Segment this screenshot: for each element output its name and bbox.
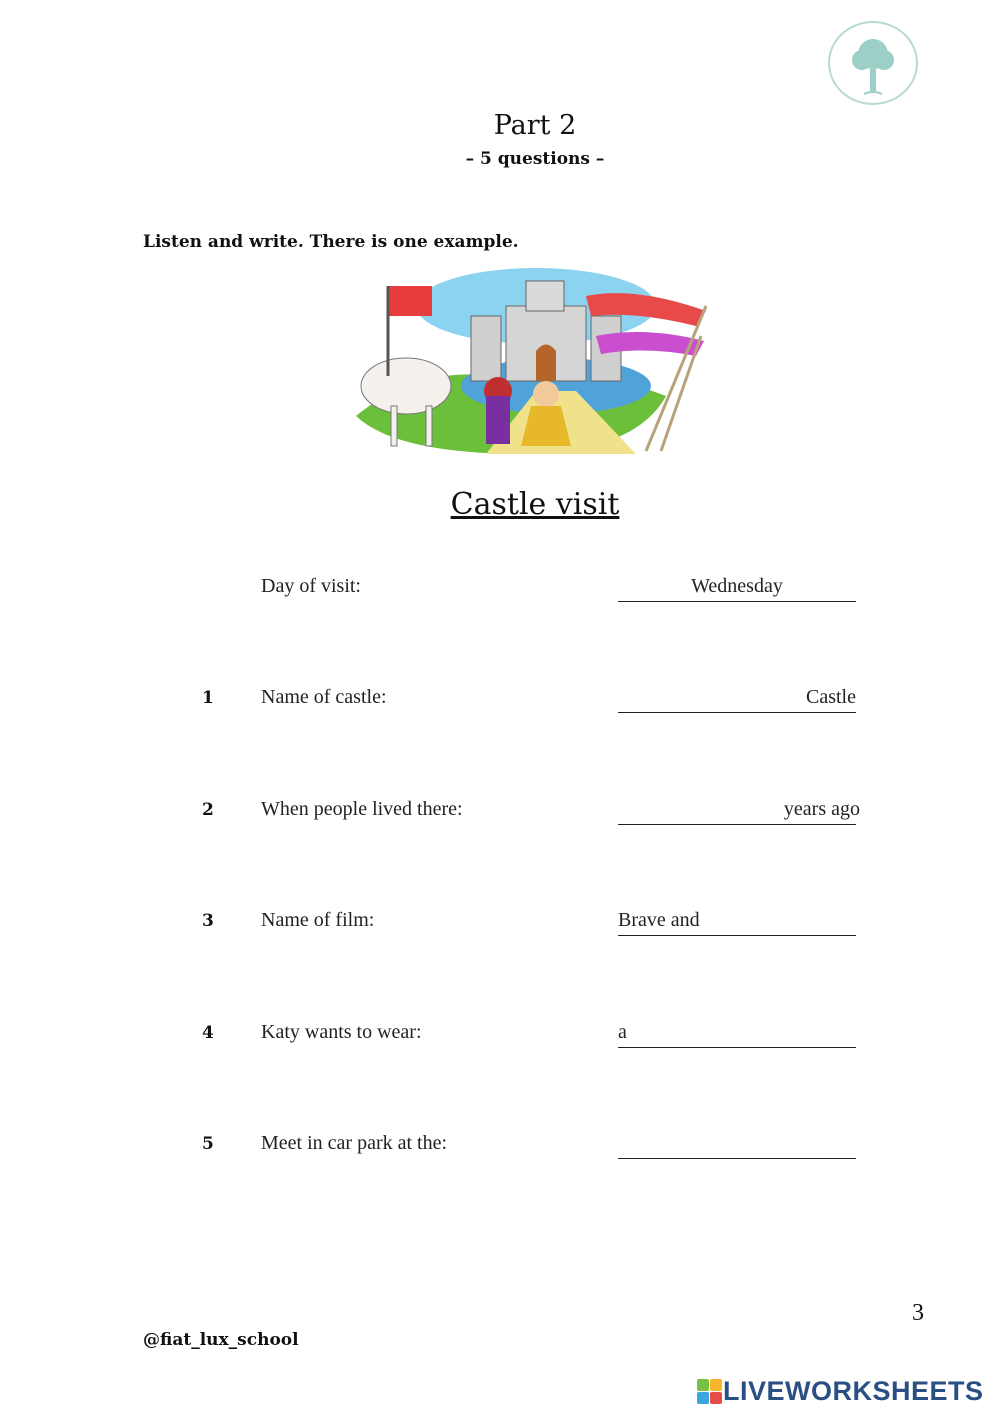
brand-name: LIVEWORKSHEETS [723, 1376, 984, 1406]
page-number: 3 [912, 1300, 924, 1326]
question-number: 4 [202, 1023, 214, 1043]
question-label: Name of castle: [261, 686, 387, 708]
answer-line[interactable] [618, 824, 856, 825]
example-answer: Wednesday [691, 575, 783, 597]
answer-line[interactable] [618, 935, 856, 936]
question-row [0, 1124, 1000, 1164]
part-title: Part 2 [493, 110, 577, 141]
answer-line [618, 601, 856, 602]
question-label: Meet in car park at the: [261, 1132, 448, 1154]
question-label: Name of film: [261, 909, 375, 931]
question-number: 5 [202, 1134, 214, 1154]
question-number: 2 [202, 800, 214, 820]
question-row [0, 790, 1000, 830]
brand-logo[interactable] [697, 1376, 984, 1407]
answer-prompt: Castle [806, 686, 856, 708]
answer-prompt: years ago [783, 798, 860, 820]
tree-logo-icon [826, 20, 920, 106]
liveworksheets-icon [697, 1379, 723, 1405]
answer-prompt: Brave and [618, 909, 700, 931]
question-number: 3 [202, 911, 214, 931]
answer-line[interactable] [618, 712, 856, 713]
answer-line[interactable] [618, 1158, 856, 1159]
instruction: Listen and write. There is one example. [143, 232, 519, 252]
question-number: 1 [202, 688, 214, 708]
question-label: When people lived there: [261, 798, 463, 820]
worksheet-title: Castle visit [450, 487, 620, 522]
question-row [0, 678, 1000, 718]
example-label: Day of visit: [261, 575, 361, 597]
answer-prompt: a [618, 1021, 627, 1043]
answer-line[interactable] [618, 1047, 856, 1048]
question-row [0, 1013, 1000, 1053]
school-handle: @fiat_lux_school [143, 1330, 299, 1350]
question-label: Katy wants to wear: [261, 1021, 422, 1043]
question-row [0, 901, 1000, 941]
example-row [0, 567, 1000, 607]
part-subtitle: – 5 questions – [465, 149, 605, 169]
castle-illustration [336, 266, 716, 456]
